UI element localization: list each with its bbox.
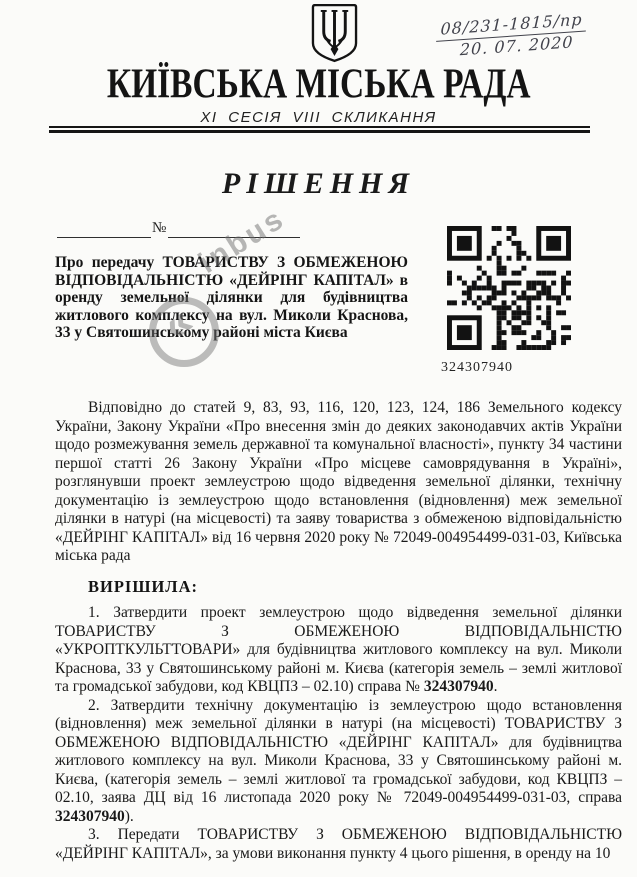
- qr-code-icon: [447, 226, 571, 350]
- ukraine-trident-emblem-icon: [311, 4, 358, 63]
- council-title: КИЇВСЬКА МІСЬКА РАДА: [106, 60, 531, 108]
- header-divider: [49, 126, 590, 133]
- decision-item-1: 1. Затвердити проект землеустрою щодо відведення земельної ділянки ТОВАРИСТВУ З ОБМЕЖЕНОЮ ВІДПОВІДАЛЬНІСТЮ «УКРОПТКУЛЬТТОВАРИ» для будівництва житлового комплексу на вул. Миколи Краснова, 33 у Святошинському районі м. Києва (категорія земель – землі житлової та громадської забудови, код КВЦПЗ – 02.10) справа № 324307940.: [55, 604, 622, 695]
- preamble-paragraph: Відповідно до статей 9, 83, 93, 116, 120, 123, 124, 186 Земельного кодексу України, Закону України «Про внесення змін до деяких законодавчих актів України щодо розмежування земель державної та комунальної власності», пункту 34 частини першої статті 26 Закону України «Про місцеве самоврядування в Україні», розглянувши проект землеустрою щодо відведення земельної ділянки, технічну документацію із землеустрою щодо встановлення (відновлення) меж земельної ділянки в натурі (на місцевості) та заяву товариства з обмеженою відповідальністю «ДЕЙРІНГ КАПІТАЛ» від 16 червня 2020 року № 72049-004954499-031-03, Київська міська рада: [55, 399, 622, 564]
- resolved-label: ВИРІШИЛА:: [88, 577, 198, 596]
- decision-item-2: 2. Затвердити технічну документацію із землеустрою щодо встановлення (відновлення) меж земельної ділянки в натурі (на місцевості) ТОВАРИСТВУ З ОБМЕЖЕНОЮ ВІДПОВІДАЛЬНІСТЮ «ДЕЙРІНГ КАПІТАЛ» для будівництва житлового комплексу на вул. Миколи Краснова, 33 у Святошинському районі м. Києва, (категорія земель – землі житлової та громадської забудови, код КВЦПЗ – 02.10, заява ДЦ від 16 листопада 2020 року № 72049-004954499-031-03, справа 324307940).: [55, 696, 622, 825]
- handwritten-note: [436, 6, 634, 62]
- watermark-chevron-icon: «: [150, 294, 203, 352]
- handwritten-number: 08/231-1815/пр: [436, 9, 587, 42]
- subject-paragraph: Про передачу ТОВАРИСТВУ З ОБМЕЖЕНОЮ ВІДПОВІДАЛЬНІСТЮ «ДЕЙРІНГ КАПІТАЛ» в оренду земельної ділянки для будівництва житлового комплексу на вул. Миколи Краснова, 33 у Святошинському районі міста Києва: [55, 254, 408, 342]
- handwritten-date: 20. 07. 2020: [459, 32, 574, 60]
- session-subtitle: XI СЕСІЯ VIII СКЛИКАННЯ: [200, 109, 437, 126]
- case-number-bold: 324307940: [423, 678, 494, 695]
- number-sign-label: №: [152, 220, 167, 236]
- watermark-text: inbus: [193, 201, 292, 280]
- case-number-bold: 324307940: [55, 807, 125, 825]
- decision-title: РІШЕННЯ: [221, 167, 416, 200]
- decision-item-3: 3. Передати ТОВАРИСТВУ З ОБМЕЖЕНОЮ ВІДПОВІДАЛЬНІСТЮ «ДЕЙРІНГ КАПІТАЛ», за умови виконання пункту 4 цього рішення, в оренду на 10: [55, 826, 622, 862]
- decision-items: [55, 604, 622, 863]
- case-number-under-qr: 324307940: [441, 360, 513, 375]
- number-blank-line: [168, 237, 300, 238]
- date-blank-line: [57, 237, 151, 238]
